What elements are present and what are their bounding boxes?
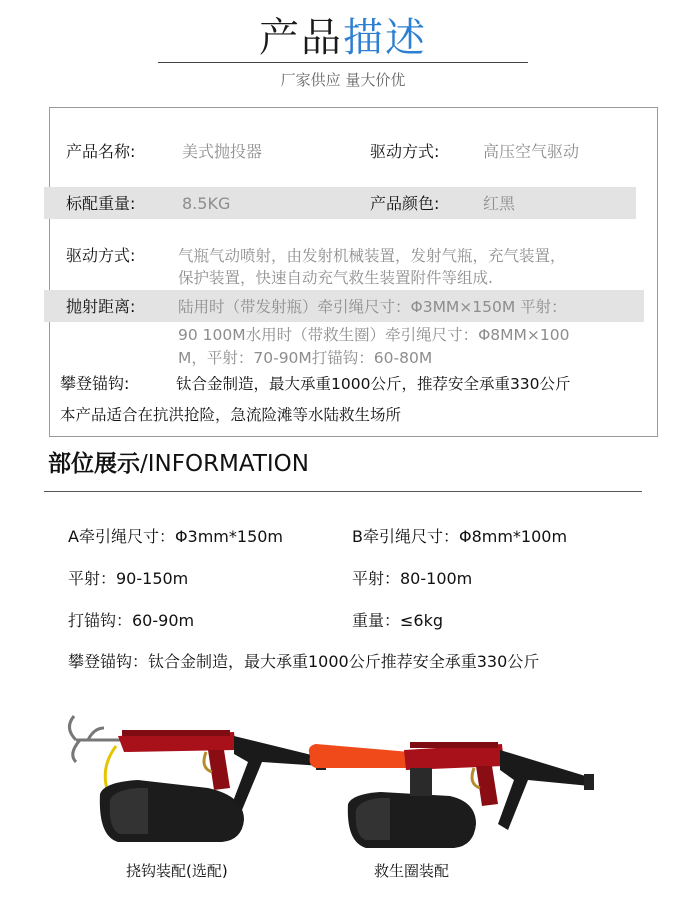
info-item: 平射：90-150m: [68, 569, 189, 588]
info-item: 重量：≤6kg: [352, 611, 444, 630]
spec-label: 产品名称:: [66, 142, 136, 161]
spec-value: 8.5KG: [182, 194, 231, 213]
spec-label: 抛射距离:: [66, 297, 136, 316]
section-title-en: /INFORMATION: [140, 451, 309, 477]
info-item: 打锚钩：60-90m: [68, 611, 195, 630]
spec-label: 驱动方式:: [66, 246, 136, 265]
spec-label: 产品颜色:: [370, 194, 440, 213]
spec-value: M，平射：70-90M打锚钩：60-80M: [178, 349, 433, 367]
grappling-hook-icon: [69, 716, 120, 762]
spec-value: 红黑: [483, 194, 516, 213]
rescue-float-icon: [309, 744, 410, 768]
product-caption: 挠钩装配(选配): [126, 862, 228, 880]
section-title-cn: 部位展示: [48, 451, 140, 477]
spec-note: 本产品适合在抗洪抢险，急流险滩等水陆救生场所: [60, 406, 402, 424]
info-item: 平射：80-100m: [352, 569, 473, 588]
spec-value: 保护装置，快速自动充气救生装置附件等组成.: [178, 269, 493, 287]
title-dark-part: 产品: [259, 15, 343, 61]
spec-label: 驱动方式:: [370, 142, 440, 161]
launcher-float-image: [300, 738, 600, 862]
spec-value: 90 100M水用时（带救生圈）牵引绳尺寸：Φ8MM×100: [178, 326, 570, 344]
spec-value: 钛合金制造，最大承重1000公斤，推荐安全承重330公斤: [176, 375, 571, 393]
page-subtitle: 厂家供应 量大价优: [280, 71, 406, 89]
info-item: A牵引绳尺寸：Φ3mm*150m: [68, 527, 284, 546]
title-divider: [158, 62, 528, 63]
section-divider: [44, 491, 642, 492]
page-title: [0, 8, 686, 68]
spec-label: 攀登锚钩:: [60, 374, 130, 393]
spec-value: 高压空气驱动: [483, 142, 580, 161]
title-blue-part: 描述: [343, 15, 427, 61]
product-caption: 救生圈装配: [374, 862, 450, 880]
spec-value: 美式抛投器: [182, 142, 263, 161]
info-item: B牵引绳尺寸：Φ8mm*100m: [352, 527, 568, 546]
spec-label: 标配重量:: [66, 194, 136, 213]
spec-value: 气瓶气动喷射，由发射机械装置，发射气瓶，充气装置，: [178, 247, 566, 265]
section-title: [48, 449, 309, 479]
spec-value: 陆用时（带发射瓶）牵引绳尺寸：Φ3MM×150M 平射：: [178, 298, 567, 316]
launcher-hook-image: [58, 700, 338, 860]
info-item: 攀登锚钩：钛合金制造，最大承重1000公斤推荐安全承重330公斤: [68, 652, 540, 671]
